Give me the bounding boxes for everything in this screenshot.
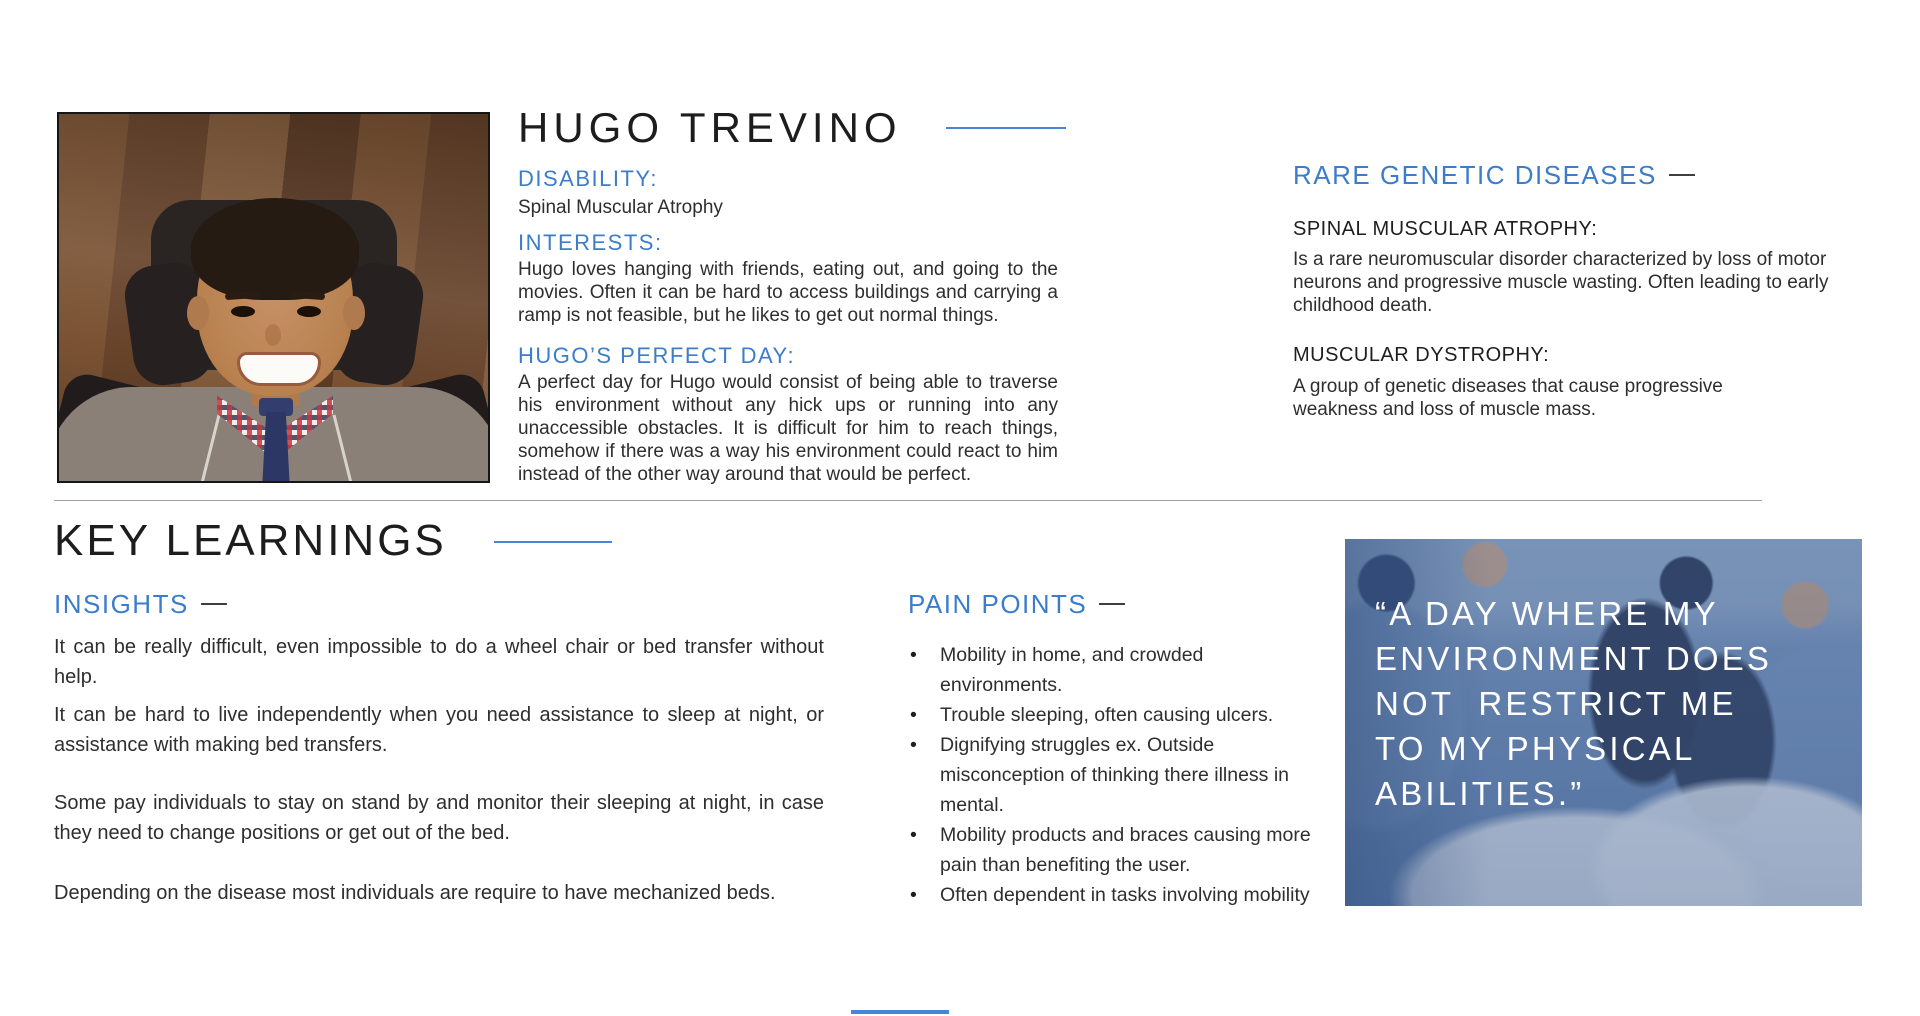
- hair-shape: [191, 198, 359, 300]
- interests-paragraph: Hugo loves hanging with friends, eating out, and going to the movies. Often it can be hard to access buildings and carrying a ramp is not feasible, but he likes to get out normal things.: [518, 259, 1058, 326]
- ear-right-shape: [343, 296, 365, 330]
- persona-name: HUGO TREVINO: [518, 104, 902, 151]
- disease-term: MUSCULAR DYSTROPHY:: [1293, 344, 1550, 366]
- pain-points-list: [908, 640, 1316, 910]
- insight-paragraph: It can be really difficult, even impossible to do a wheel chair or bed transfer without help.: [54, 636, 824, 688]
- quote-line: TO MY PHYSICAL: [1375, 730, 1696, 767]
- insights-heading: [54, 589, 227, 620]
- pain-points-heading: [908, 589, 1125, 620]
- disease-definition: Is a rare neuromuscular disorder characterized by loss of motor neurons and progressive muscle wasting. Often leading to early childhood death.: [1293, 249, 1829, 316]
- disease-term: SPINAL MUSCULAR ATROPHY:: [1293, 218, 1598, 240]
- pain-point-item: • Trouble sleeping, often causing ulcers.: [908, 700, 1316, 730]
- nose-shape: [265, 324, 281, 346]
- insight-paragraph: Depending on the disease most individuals are require to have mechanized beds.: [54, 882, 776, 904]
- persona-name-underline: [946, 127, 1066, 129]
- dash-mark: [1669, 174, 1695, 176]
- ear-left-shape: [187, 296, 209, 330]
- pain-point-item: • Often dependent in tasks involving mobility: [908, 880, 1316, 910]
- persona-photo: [57, 112, 490, 483]
- pain-point-item: • Mobility products and braces causing more pain than benefiting the user.: [908, 820, 1316, 880]
- pain-point-item: • Dignifying struggles ex. Outside misconception of thinking there illness in mental.: [908, 730, 1316, 820]
- rare-genetic-diseases-title: RARE GENETIC DISEASES: [1293, 160, 1657, 190]
- rare-genetic-diseases-heading: [1293, 160, 1695, 191]
- tie-shape: [262, 412, 290, 483]
- smile-shape: [237, 352, 321, 386]
- section-divider: [54, 500, 1762, 501]
- pain-point-item: • Mobility in home, and crowded environments.: [908, 640, 1316, 700]
- eye-left-shape: [231, 306, 255, 317]
- perfect-day-paragraph: A perfect day for Hugo would consist of being able to traverse his environment without any hick ups or running into any unaccessible obstacles. It is difficult for him to reach things, somehow if there was a way his environment could react to him instead of the other way around that would be perfect.: [518, 372, 1058, 485]
- dash-mark: [201, 603, 227, 605]
- disease-definition: A group of genetic diseases that cause progressive weakness and loss of muscle mass.: [1293, 376, 1723, 420]
- interests-heading: INTERESTS:: [518, 230, 663, 255]
- quote-line: ENVIRONMENT DOES: [1375, 640, 1773, 677]
- pain-points-title: PAIN POINTS: [908, 589, 1088, 619]
- quote-line: ABILITIES.”: [1375, 775, 1585, 812]
- quote-line: NOT RESTRICT ME: [1375, 685, 1737, 722]
- footer-accent-line: [851, 1010, 949, 1014]
- disability-heading: DISABILITY:: [518, 166, 658, 191]
- insight-paragraph: Some pay individuals to stay on stand by and monitor their sleeping at night, in case they need to change positions or get out of the bed.: [54, 792, 824, 844]
- key-learnings-title: KEY LEARNINGS: [54, 516, 447, 565]
- quote-line: “A DAY WHERE MY: [1375, 595, 1719, 632]
- insights-title: INSIGHTS: [54, 589, 189, 619]
- key-learnings-underline: [494, 541, 612, 543]
- quote-text: [1375, 591, 1772, 816]
- dash-mark: [1099, 603, 1125, 605]
- perfect-day-heading: HUGO’S PERFECT DAY:: [518, 343, 796, 368]
- quote-image-card: [1345, 539, 1862, 906]
- disability-value: Spinal Muscular Atrophy: [518, 197, 723, 218]
- eye-right-shape: [297, 306, 321, 317]
- insights-paragraphs: [54, 632, 824, 908]
- insight-paragraph: It can be hard to live independently when you need assistance to sleep at night, or assistance with making bed transfers.: [54, 704, 824, 756]
